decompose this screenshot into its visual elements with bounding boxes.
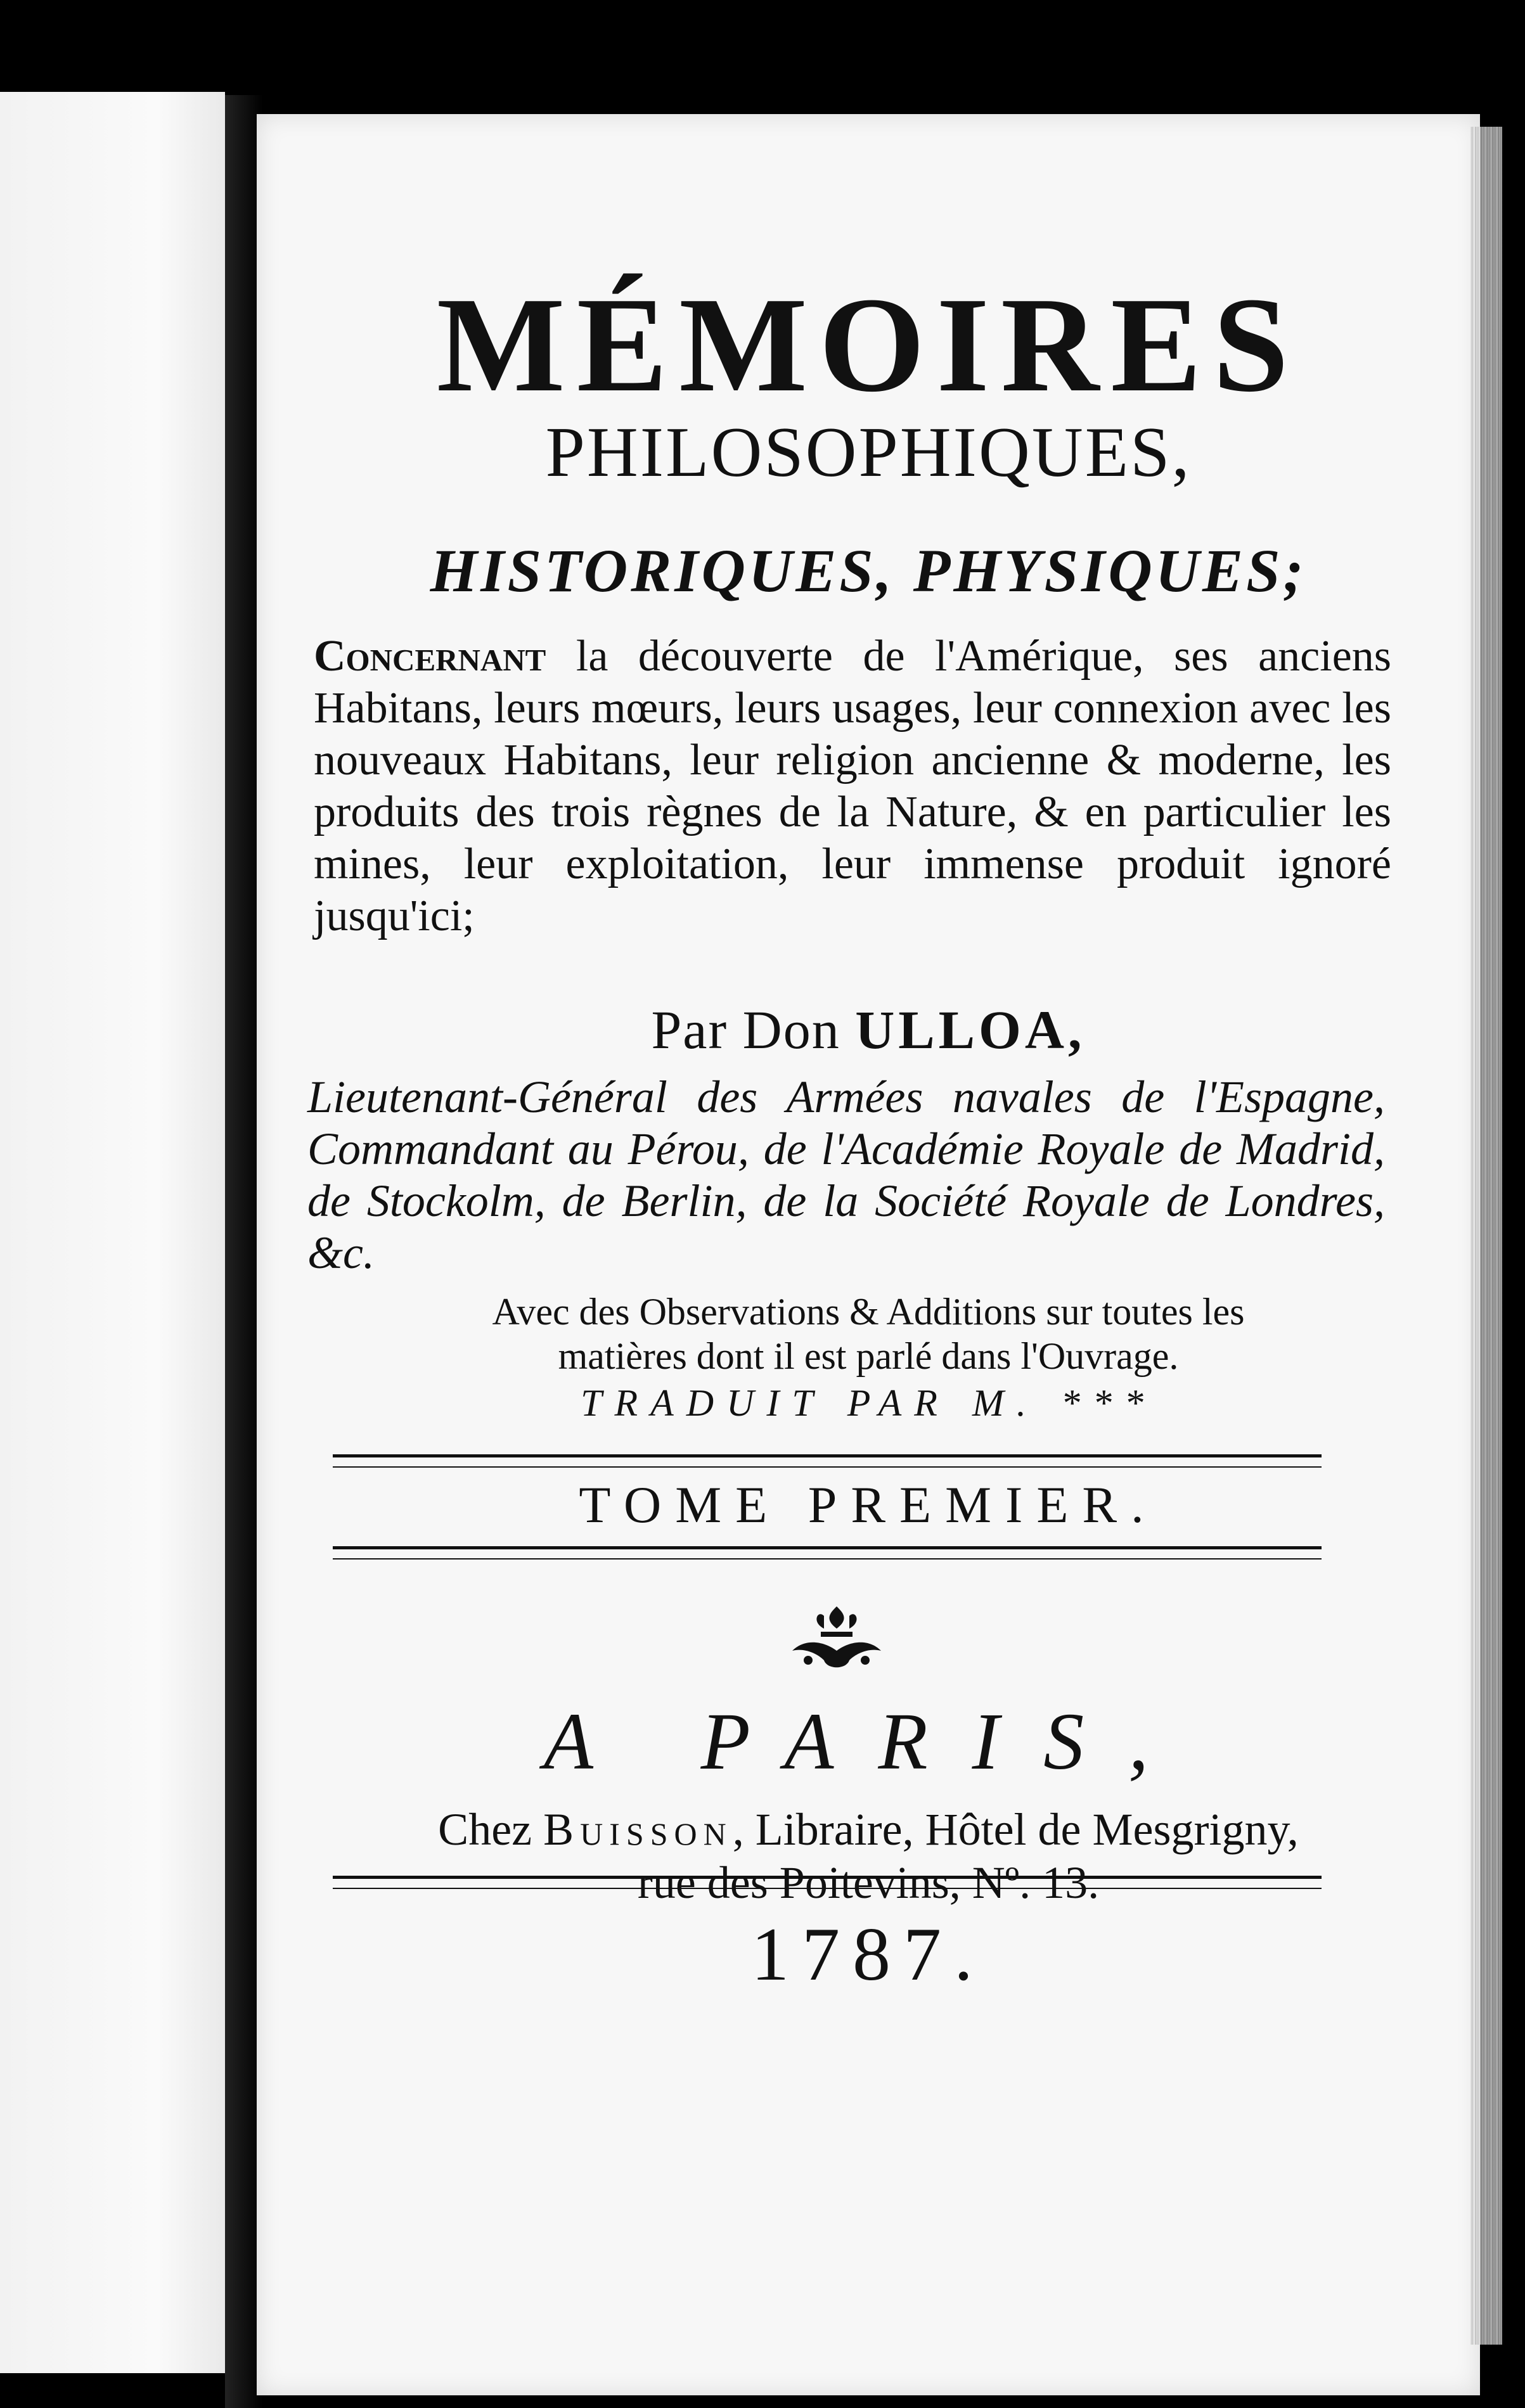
publisher-rest: , Libraire, Hôtel de Mesgrigny, xyxy=(732,1804,1299,1855)
publication-year: 1787. xyxy=(751,1912,986,1996)
facing-page-edge xyxy=(0,92,225,2373)
observations-note xyxy=(257,1290,1480,1378)
page-fore-edge xyxy=(1470,127,1502,2345)
title-page xyxy=(257,114,1480,2395)
author-prefix: Par Don xyxy=(651,999,840,1060)
title-line-2: PHILOSOPHIQUES, xyxy=(545,413,1192,492)
volume-label: TOME PREMIER. xyxy=(579,1476,1158,1534)
author-name: ULLOA, xyxy=(855,999,1086,1060)
publisher-prefix: Chez xyxy=(438,1804,532,1855)
double-rule-imprint xyxy=(333,1876,1322,1889)
publisher-block xyxy=(257,1803,1480,1909)
title-line-1: MÉMOIRES xyxy=(436,269,1301,420)
translator-line: TRADUIT PAR M. *** xyxy=(581,1382,1156,1424)
publisher-address: rue des Poitevins, Nº. 13. xyxy=(637,1857,1100,1908)
subtitle-text: la découverte de l'Amérique, ses anciens Habitans, leurs mœurs, leurs usages, leur connexion avec les nouveaux Habitans, leur religion ancienne & moderne, les produits des trois règnes de la Nature, & en particulier les mines, leur exploitation, leur immense produit ignoré jusqu'ici; xyxy=(314,632,1391,940)
publisher-name: Buisson xyxy=(543,1804,733,1855)
publisher-line xyxy=(257,1803,1480,1856)
author-titles: Lieutenant-Général des Armées navales de l'Espagne, Commandant au Pérou, de l'Académie Royale de Madrid, de Stockolm, de Berlin, de la Société Royale de Londres, &c. xyxy=(307,1072,1385,1278)
double-rule-bottom xyxy=(333,1546,1322,1559)
subtitle-paragraph xyxy=(314,631,1391,942)
author-line xyxy=(257,998,1480,1061)
double-rule-top xyxy=(333,1454,1322,1468)
fleuron-ornament-icon xyxy=(786,1600,887,1676)
place-of-publication: A PARIS, xyxy=(543,1696,1194,1786)
title-line-3: HISTORIQUES, PHYSIQUES; xyxy=(430,537,1307,605)
observations-text: Avec des Observations & Additions sur toutes les matières dont il est parlé dans l'Ouvrage. xyxy=(492,1291,1245,1377)
subtitle-lead-word: Concernant xyxy=(314,632,546,681)
